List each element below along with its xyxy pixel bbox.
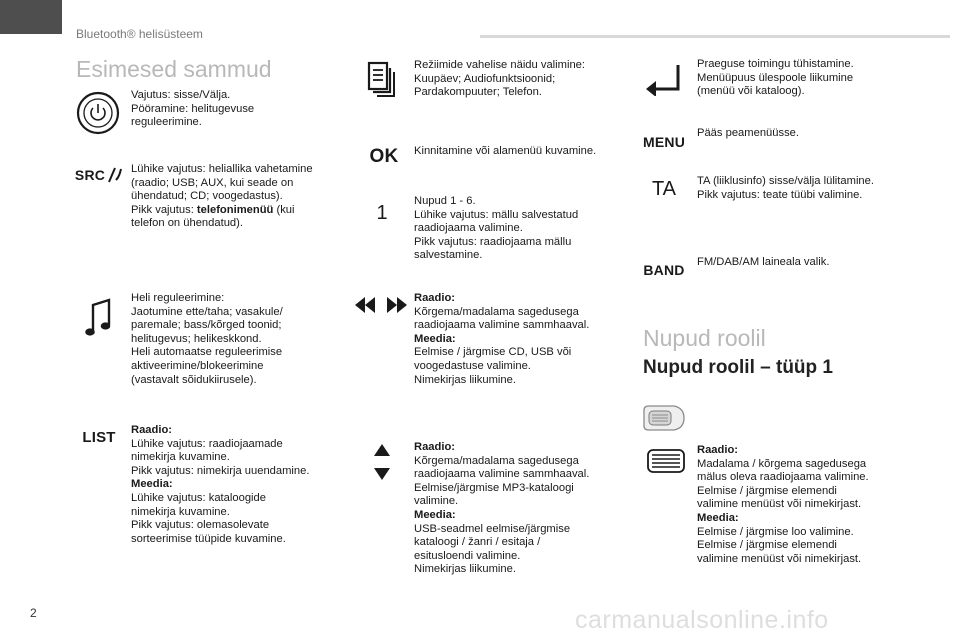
text-line: Raadio: — [414, 441, 456, 453]
text-line: Heli reguleerimine: — [131, 292, 225, 304]
text-line: reguleerimine. — [131, 116, 202, 129]
preset-one-icon-label: 1 — [376, 201, 388, 224]
ok-icon-label: OK — [369, 146, 399, 167]
menu-description — [697, 127, 799, 141]
text-line: Eelmise / järgmise elemendi — [697, 539, 837, 552]
text-line: Kuupäev; Audiofunktsioonid; — [414, 72, 556, 85]
text-line: Pikk vajutus: nimekirja uuendamine. — [131, 464, 310, 477]
ok-description — [414, 145, 596, 159]
text-line: Pardakompuuter; Telefon. — [414, 86, 542, 99]
text-run: Pikk vajutus: — [131, 203, 197, 216]
text-line: valimine. — [414, 495, 459, 508]
list-icon — [78, 426, 120, 448]
header-divider — [480, 35, 950, 38]
phone-slash-icon — [105, 166, 123, 184]
text-line: Eelmise / järgmise elemendi — [697, 484, 837, 497]
updown-description — [414, 441, 589, 577]
text-line: paremale; bass/kõrged toonid; — [131, 319, 282, 332]
text-line: sorteerimise tüüpide kuvamine. — [131, 532, 286, 545]
text-line: Lühike vajutus: raadiojaamade — [131, 437, 283, 450]
text-line: raadiojaama valimine sammhaaval. — [414, 468, 590, 481]
seek-arrows-icon — [353, 294, 409, 316]
text-line: Nimekirjas liikumine. — [414, 563, 516, 576]
text-line: Jaotumine ette/taha; vasakule/ — [131, 305, 283, 318]
text-line: valimine menüüst või nimekirjast. — [697, 498, 862, 511]
text-line: Vajutus: sisse/Välja. — [131, 89, 231, 101]
text-line: Meedia: — [131, 478, 173, 491]
text-line: (raadio; USB; AUX, kui seade on — [131, 176, 294, 189]
music-note-icon — [84, 297, 112, 341]
back-description — [697, 58, 854, 99]
text-line: Menüüpuus ülespoole liikumine — [697, 71, 854, 84]
page-number: 2 — [30, 606, 37, 620]
back-arrow-icon — [644, 62, 684, 96]
text-run-bold: telefonimenüü — [196, 203, 274, 216]
text-line: telefon on ühendatud). — [131, 217, 243, 230]
text-line: nimekirja kuvamine. — [131, 451, 230, 464]
text-line: Lühike vajutus: heliallika vahetamine — [131, 163, 313, 175]
text-line: Eelmise/järgmise MP3-kataloogi — [414, 481, 574, 494]
text-line: helitugevus; helikeskkond. — [131, 332, 262, 345]
text-line: (vastavalt sõidukiirusele). — [131, 373, 257, 386]
text-line: Kinnitamine või alamenüü kuvamine. — [414, 145, 597, 157]
thumbwheel-description — [697, 444, 869, 566]
text-line: Kõrgema/madalama sagedusega — [414, 454, 579, 467]
preset-one-icon — [372, 200, 392, 226]
thumbwheel-icon — [646, 448, 686, 474]
seek-description — [414, 292, 589, 387]
text-line: valimine menüüst või nimekirjast. — [697, 552, 862, 565]
display-description — [414, 59, 585, 100]
text-line: Praeguse toimingu tühistamine. — [697, 58, 854, 70]
text-line: Eelmise / järgmise CD, USB või — [414, 346, 572, 359]
text-line: raadiojaama valimine sammhaaval. — [414, 319, 590, 332]
text-line: Pikk vajutus: raadiojaama mällu — [414, 235, 572, 248]
text-line: nimekirja kuvamine. — [131, 505, 230, 518]
src-icon — [74, 160, 124, 190]
ok-icon — [364, 144, 404, 170]
up-down-arrows-icon — [370, 442, 394, 482]
band-icon-label: BAND — [643, 262, 685, 278]
text-line: Meedia: — [414, 332, 456, 345]
text-line: Režiimide vahelise näidu valimine: — [414, 59, 586, 71]
section-title-first-steps: Esimesed sammud — [76, 56, 272, 82]
text-line: Nupud 1 - 6. — [414, 195, 476, 207]
text-line: salvestamine. — [414, 249, 483, 262]
power-icon — [76, 91, 120, 135]
text-line: aktiveerimine/blokeerimine — [131, 359, 264, 372]
text-line: kataloogi / žanri / esitaja / — [414, 536, 541, 549]
ta-description — [697, 175, 874, 202]
text-line: Meedia: — [414, 508, 456, 521]
src-description — [131, 163, 313, 231]
text-line: voogedastuse valimine. — [414, 359, 531, 372]
section-title-wheel-buttons: Nupud roolil — [643, 325, 766, 351]
text-line: Lühike vajutus: mällu salvestatud — [414, 208, 579, 221]
menu-icon-label: MENU — [642, 134, 686, 150]
display-mode-icon — [366, 60, 396, 98]
band-description — [697, 256, 829, 270]
header-tab-block — [0, 0, 62, 34]
text-line: Raadio: — [697, 444, 739, 456]
text-line: TA (liiklusinfo) sisse/välja lülitamine. — [697, 175, 874, 187]
menu-icon — [640, 132, 688, 152]
text-line: Pikk vajutus: teate tüübi valimine. — [697, 188, 863, 201]
list-icon-label: LIST — [82, 428, 116, 446]
text-line: Pääs peamenüüsse. — [697, 127, 799, 139]
text-line: Raadio: — [414, 292, 456, 304]
text-line: Heli automaatse reguleerimise — [131, 346, 283, 359]
text-line: Kõrgema/madalama sagedusega — [414, 305, 579, 318]
text-line: Nimekirjas liikumine. — [414, 373, 516, 386]
text-line: raadiojaama valimine. — [414, 222, 523, 235]
text-line: FM/DAB/AM laineala valik. — [697, 256, 830, 268]
text-line: Pööramine: helitugevuse — [131, 102, 255, 115]
watermark: carmanualsonline.info — [575, 606, 829, 634]
presets-description — [414, 195, 578, 263]
sound-description — [131, 292, 283, 387]
subsection-title-wheel-type1: Nupud roolil – tüüp 1 — [643, 357, 833, 378]
text-line: Meedia: — [697, 511, 739, 524]
text-line — [131, 204, 313, 218]
list-description — [131, 424, 309, 546]
text-line: USB-seadmel eelmise/järgmise — [414, 522, 571, 535]
text-line: Raadio: — [131, 424, 173, 436]
text-line: ühendatud; CD; voogedastus). — [131, 190, 283, 203]
power-description — [131, 89, 254, 130]
text-line: Eelmise / järgmise loo valimine. — [697, 525, 854, 538]
page-header — [0, 0, 960, 41]
src-icon-label: SRC — [74, 167, 106, 183]
text-line: esitusloendi valimine. — [414, 549, 521, 562]
text-line: (menüü või kataloog). — [697, 85, 805, 98]
steering-control-icon — [640, 404, 686, 432]
text-line: Pikk vajutus: olemasolevate — [131, 519, 270, 532]
text-line: mälus oleva raadiojaama valimine. — [697, 471, 869, 484]
header-title: Bluetooth® helisüsteem — [76, 27, 203, 41]
text-run: (kui — [273, 203, 295, 216]
band-icon — [640, 260, 688, 280]
text-line: Madalama / kõrgema sagedusega — [697, 457, 867, 470]
text-line: Lühike vajutus: kataloogide — [131, 491, 266, 504]
ta-icon — [648, 177, 680, 201]
ta-icon-label: TA — [651, 177, 677, 200]
